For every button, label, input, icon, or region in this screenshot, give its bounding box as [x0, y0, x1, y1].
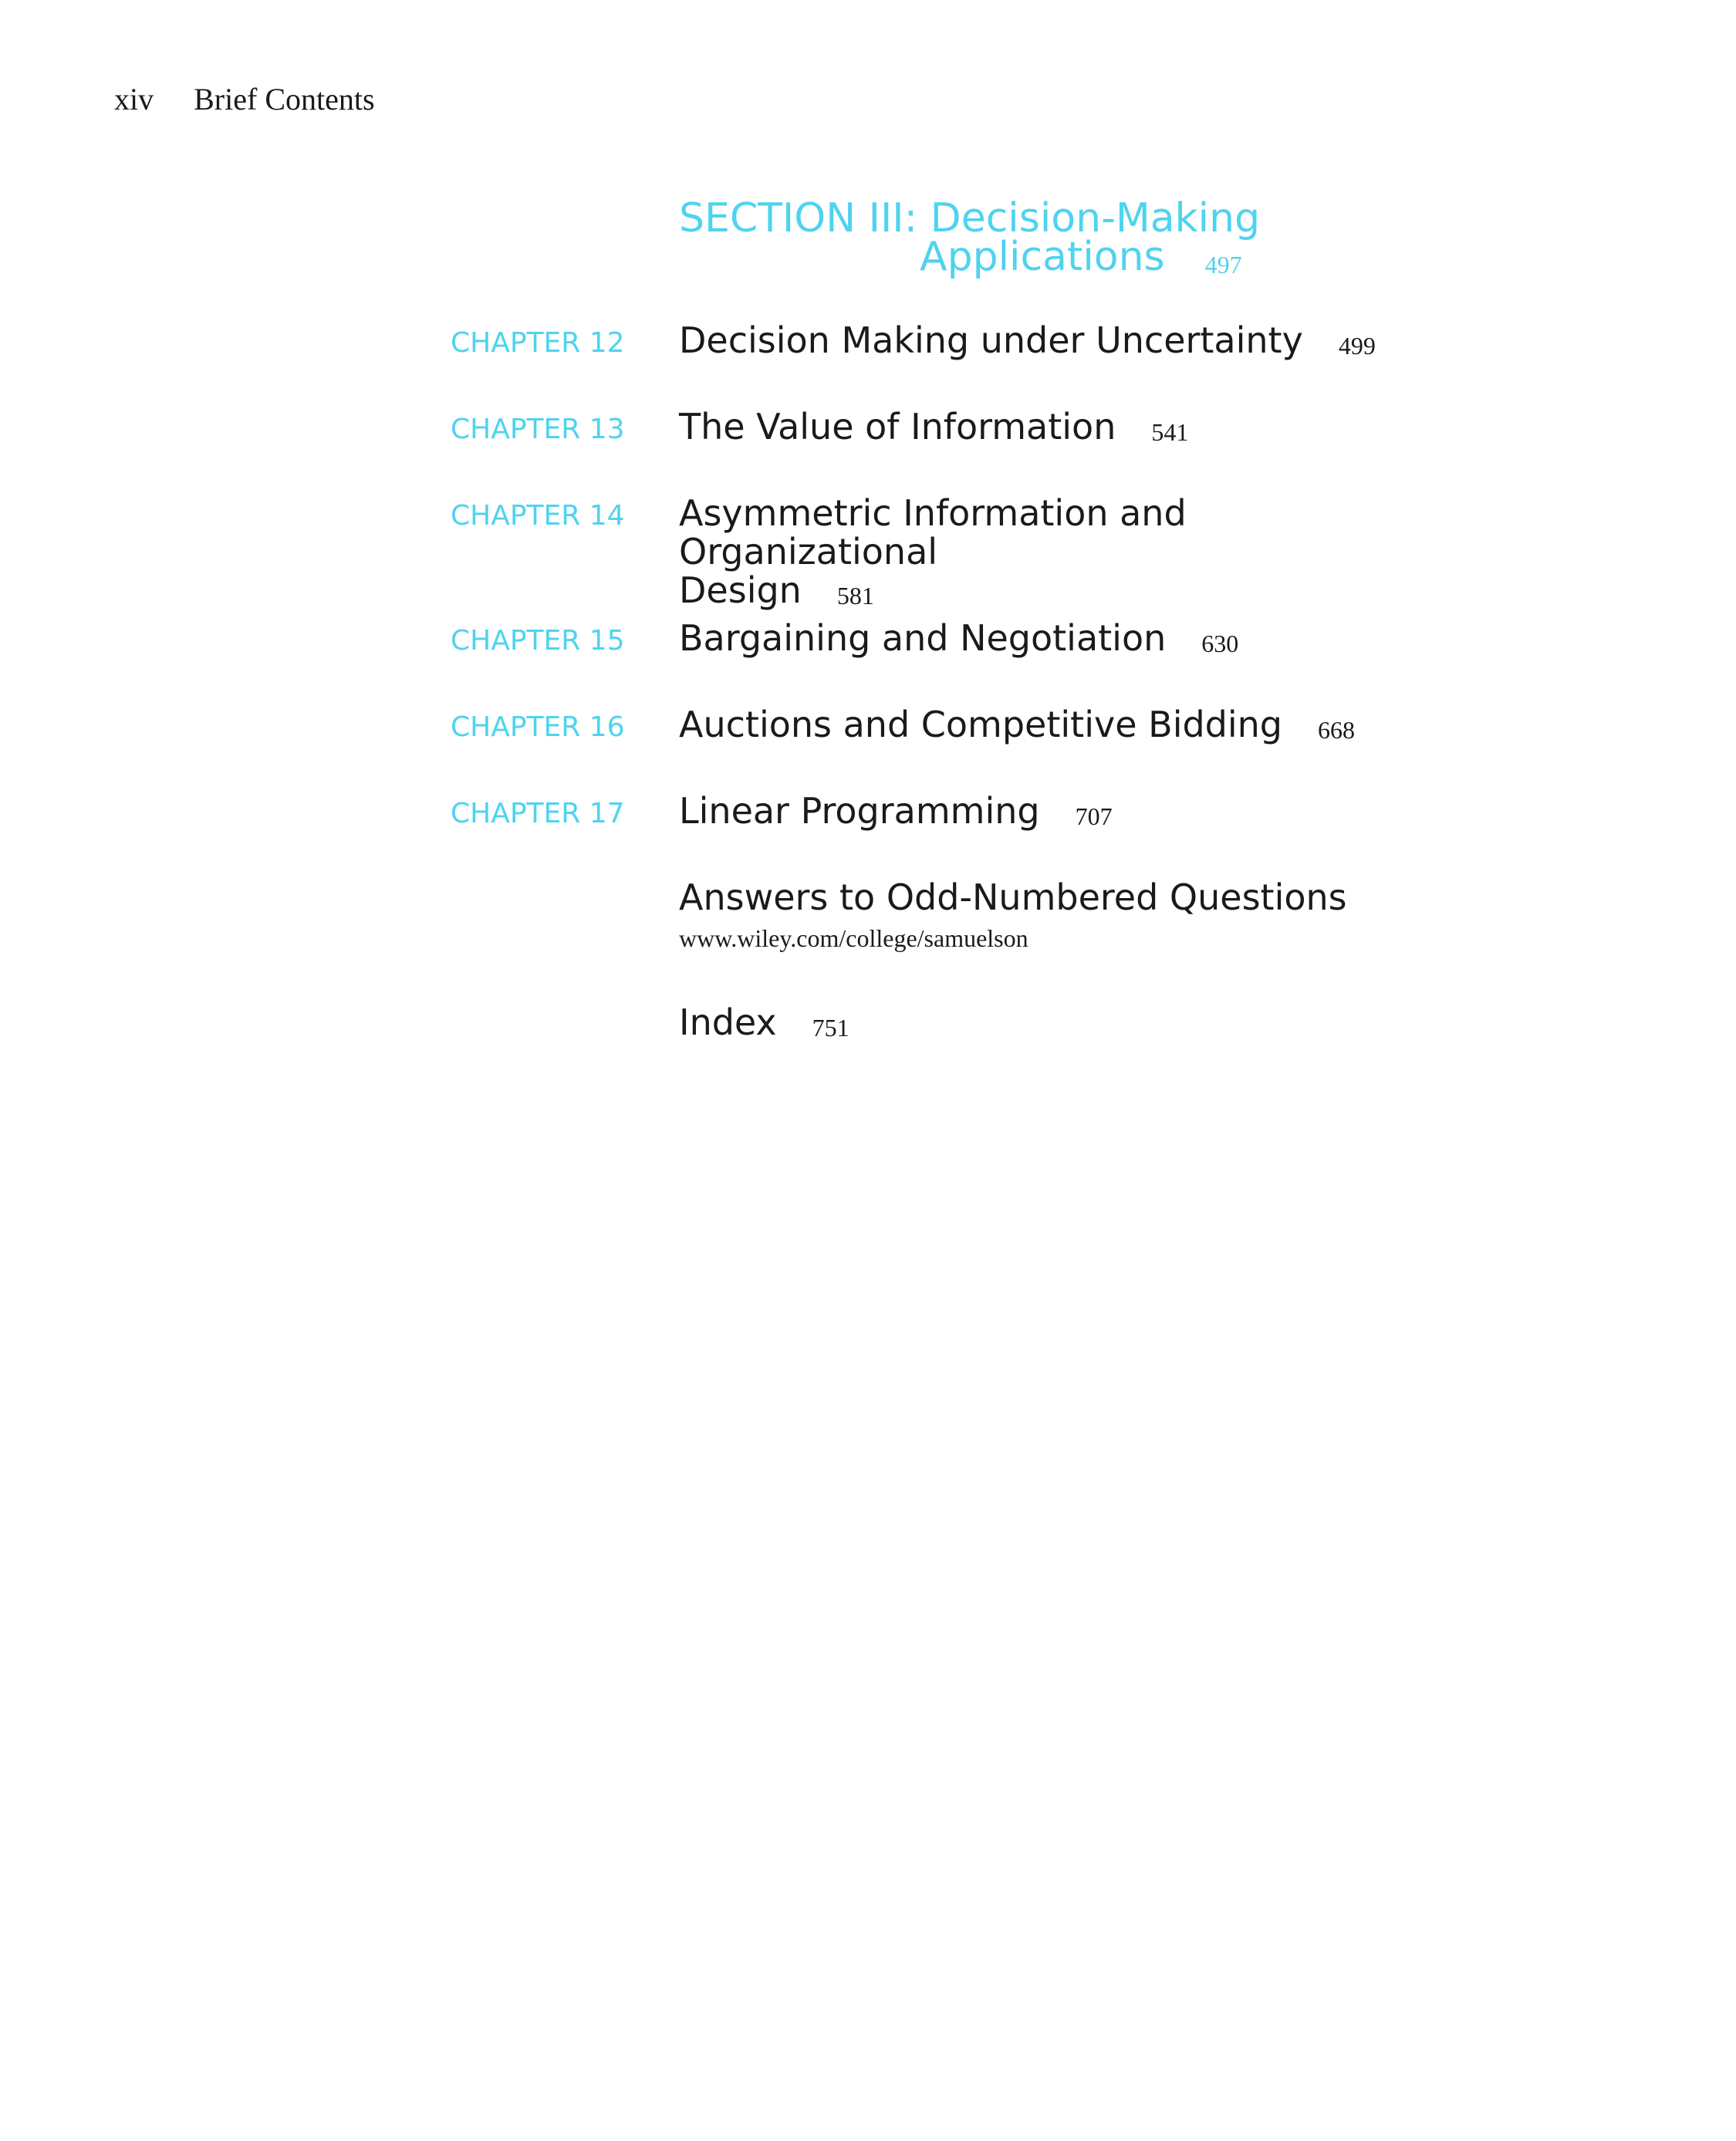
chapter-label: CHAPTER 15: [451, 625, 625, 657]
chapter-page-number: 499: [1338, 332, 1376, 360]
chapter-title: Decision Making under Uncertainty: [679, 319, 1303, 361]
chapter-title-line1: Asymmetric Information and Organizational: [679, 492, 1187, 572]
section-page-number: 497: [1204, 251, 1242, 279]
chapter-page-number: 707: [1075, 802, 1113, 830]
chapter-title: The Value of Information: [679, 406, 1116, 447]
chapter-label: CHAPTER 14: [451, 500, 625, 532]
chapter-title: Linear Programming: [679, 790, 1040, 832]
answers-url[interactable]: www.wiley.com/college/samuelson: [679, 924, 1028, 952]
section-title-line2: Applications: [920, 234, 1165, 280]
chapter-page-number: 630: [1201, 630, 1239, 657]
index-page-number: 751: [812, 1014, 849, 1042]
running-head-title: Brief Contents: [194, 82, 375, 117]
chapter-label: CHAPTER 16: [451, 711, 625, 743]
chapter-label: CHAPTER 13: [451, 414, 625, 445]
chapter-title-line2: Design: [679, 569, 802, 611]
chapter-page-number: 541: [1151, 418, 1189, 446]
chapter-title: Bargaining and Negotiation: [679, 617, 1167, 659]
chapter-label: CHAPTER 12: [451, 327, 625, 359]
chapter-title: Auctions and Competitive Bidding: [679, 704, 1282, 745]
running-head: [114, 81, 375, 117]
chapter-page-number: 581: [836, 582, 874, 610]
answers-title: Answers to Odd-Numbered Questions: [679, 876, 1347, 918]
section-heading: [679, 195, 1261, 281]
index-title: Index: [679, 1001, 777, 1043]
chapter-label: CHAPTER 17: [451, 798, 625, 829]
section-title-line1: SECTION III: Decision-Making: [679, 195, 1261, 241]
page-folio: xiv: [114, 82, 154, 117]
chapter-page-number: 668: [1318, 716, 1355, 744]
